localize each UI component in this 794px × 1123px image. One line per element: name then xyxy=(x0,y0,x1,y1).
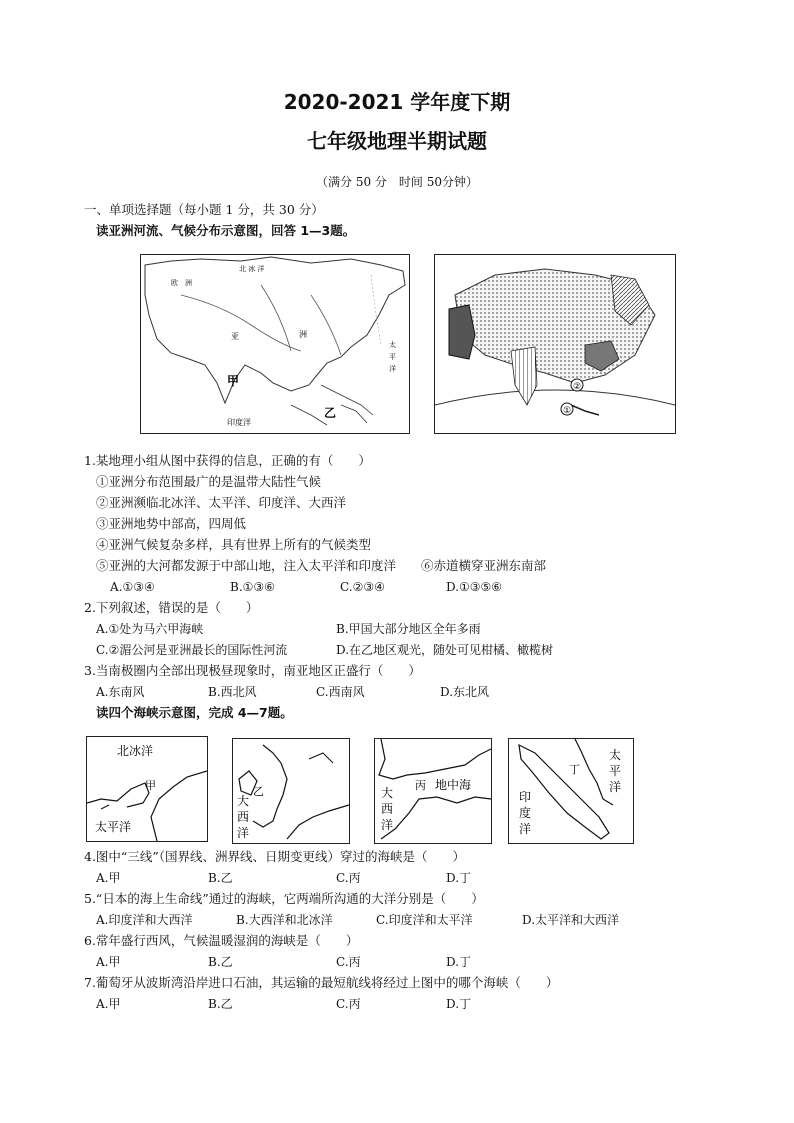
asia-rivers-map xyxy=(140,254,410,434)
q4-option-b: B.乙 xyxy=(208,871,233,885)
label-pacific-yang: 洋 xyxy=(389,365,396,373)
section-heading: 一、单项选择题（每小题 1 分，共 30 分） xyxy=(84,202,324,217)
label-arctic-ocean: 北 冰 洋 xyxy=(239,265,265,273)
q4-option-a: A.甲 xyxy=(96,871,121,885)
q6-option-c: C.丙 xyxy=(336,955,361,969)
label-marker-2: ② xyxy=(573,382,582,392)
q1-option-a: A.①③④ xyxy=(110,580,155,594)
q2-option-d: D.在乙地区观光，随处可见柑橘、橄榄树 xyxy=(336,643,554,657)
q1-statement-2: ②亚洲濒临北冰洋、太平洋、印度洋、大西洋 xyxy=(96,495,347,510)
strait-yi-ocean-2: 西 xyxy=(237,810,250,824)
strait-map-bing xyxy=(374,738,492,844)
exam-subtitle: （满分 50 分 时间 50分钟） xyxy=(316,175,478,189)
strait-ding-mark: 丁 xyxy=(569,763,580,776)
q4-option-c: C.丙 xyxy=(336,871,361,885)
q7-option-b: B.乙 xyxy=(208,997,233,1011)
q3-option-d: D.东北风 xyxy=(440,685,490,699)
strait-bing-ocean-3: 洋 xyxy=(381,818,394,832)
strait-ding-ocean-6: 洋 xyxy=(519,822,532,836)
q1-statement-1: ①亚洲分布范围最广的是温带大陆性气候 xyxy=(96,474,322,489)
q5-option-a: A.印度洋和大西洋 xyxy=(96,913,193,927)
strait-ding-ocean-3: 洋 xyxy=(609,780,622,794)
q2-option-a: A.①处为马六甲海峡 xyxy=(96,622,204,636)
strait-yi-ocean-1: 大 xyxy=(237,794,250,808)
q7-option-a: A.甲 xyxy=(96,997,121,1011)
asia-climate-map xyxy=(434,254,676,434)
strait-jia-mark: 甲 xyxy=(145,779,156,792)
q7-option-c: C.丙 xyxy=(336,997,361,1011)
strait-ding-ocean-4: 印 xyxy=(519,790,532,804)
q2-option-c: C.②湄公河是亚洲最长的国际性河流 xyxy=(96,643,288,657)
exam-title-subject: 七年级地理半期试题 xyxy=(307,129,487,153)
strait-yi-mark: 乙 xyxy=(253,785,264,798)
q6-option-d: D.丁 xyxy=(446,955,472,969)
q1-option-b: B.①③⑥ xyxy=(230,580,275,594)
q4-option-d: D.丁 xyxy=(446,871,472,885)
q5-option-c: C.印度洋和太平洋 xyxy=(376,913,473,927)
label-marker-1: ① xyxy=(563,406,572,416)
strait-map-ding xyxy=(508,738,634,844)
q1-option-d: D.①③⑤⑥ xyxy=(446,580,503,594)
label-pacific-ping: 平 xyxy=(389,353,396,361)
q2-option-b: B.甲国大部分地区全年多雨 xyxy=(336,622,481,636)
label-indian-ocean: 印度洋 xyxy=(227,418,251,427)
q1-statement-5: ⑤亚洲的大河都发源于中部山地，注入太平洋和印度洋 ⑥赤道横穿亚洲东南部 xyxy=(96,558,547,573)
q1-option-c: C.②③④ xyxy=(340,580,385,594)
instruction-maps-asia: 读亚洲河流、气候分布示意图，回答 1—3题。 xyxy=(96,223,356,238)
strait-bing-mark: 丙 xyxy=(415,779,426,792)
exam-title-year: 2020-2021 学年度下期 xyxy=(283,90,511,114)
strait-yi-ocean-3: 洋 xyxy=(237,826,250,840)
q5-stem: 5.“日本的海上生命线”通过的海峡，它两端所沟通的大洋分别是（ ） xyxy=(84,891,484,906)
label-yi: 乙 xyxy=(324,406,337,420)
q6-option-b: B.乙 xyxy=(208,955,233,969)
q4-stem: 4.图中“三线”（国界线、洲界线、日期变更线）穿过的海峡是（ ） xyxy=(84,849,465,864)
q2-stem: 2.下列叙述，错误的是（ ） xyxy=(84,600,259,615)
q6-option-a: A.甲 xyxy=(96,955,121,969)
instruction-straits: 读四个海峡示意图，完成 4—7题。 xyxy=(96,705,293,720)
label-asia-zhou: 洲 xyxy=(299,330,307,339)
label-jia: 甲 xyxy=(227,374,240,388)
strait-jia-ocean-north: 北冰洋 xyxy=(117,744,154,758)
q5-option-b: B.大西洋和北冰洋 xyxy=(236,913,333,927)
q6-stem: 6.常年盛行西风，气候温暖湿润的海峡是（ ） xyxy=(84,933,359,948)
strait-map-jia xyxy=(86,736,208,842)
strait-ding-ocean-5: 度 xyxy=(519,806,532,820)
strait-map-yi xyxy=(232,738,350,844)
q1-statement-4: ④亚洲气候复杂多样，具有世界上所有的气候类型 xyxy=(96,537,372,552)
q3-option-c: C.西南风 xyxy=(316,685,365,699)
strait-ding-ocean-1: 太 xyxy=(609,748,622,762)
label-europe: 欧 洲 xyxy=(171,279,192,287)
strait-bing-sea: 地中海 xyxy=(435,778,472,792)
q7-stem: 7.葡萄牙从波斯湾沿岸进口石油，其运输的最短航线将经过上图中的哪个海峡（ ） xyxy=(84,975,559,990)
label-asia-ya: 亚 xyxy=(231,332,239,341)
q1-statement-3: ③亚洲地势中部高，四周低 xyxy=(96,516,247,531)
strait-jia-ocean-south: 太平洋 xyxy=(95,820,132,834)
label-pacific-tai: 太 xyxy=(389,341,396,349)
q5-option-d: D.太平洋和大西洋 xyxy=(522,913,620,927)
q3-option-a: A.东南风 xyxy=(96,685,145,699)
strait-bing-ocean-1: 大 xyxy=(381,786,394,800)
strait-bing-ocean-2: 西 xyxy=(381,802,394,816)
strait-ding-ocean-2: 平 xyxy=(609,764,622,778)
q3-option-b: B.西北风 xyxy=(208,685,257,699)
q1-stem: 1.某地理小组从图中获得的信息，正确的有（ ） xyxy=(84,453,371,468)
q7-option-d: D.丁 xyxy=(446,997,472,1011)
q3-stem: 3.当南极圈内全部出现极昼现象时，南亚地区正盛行（ ） xyxy=(84,663,421,678)
